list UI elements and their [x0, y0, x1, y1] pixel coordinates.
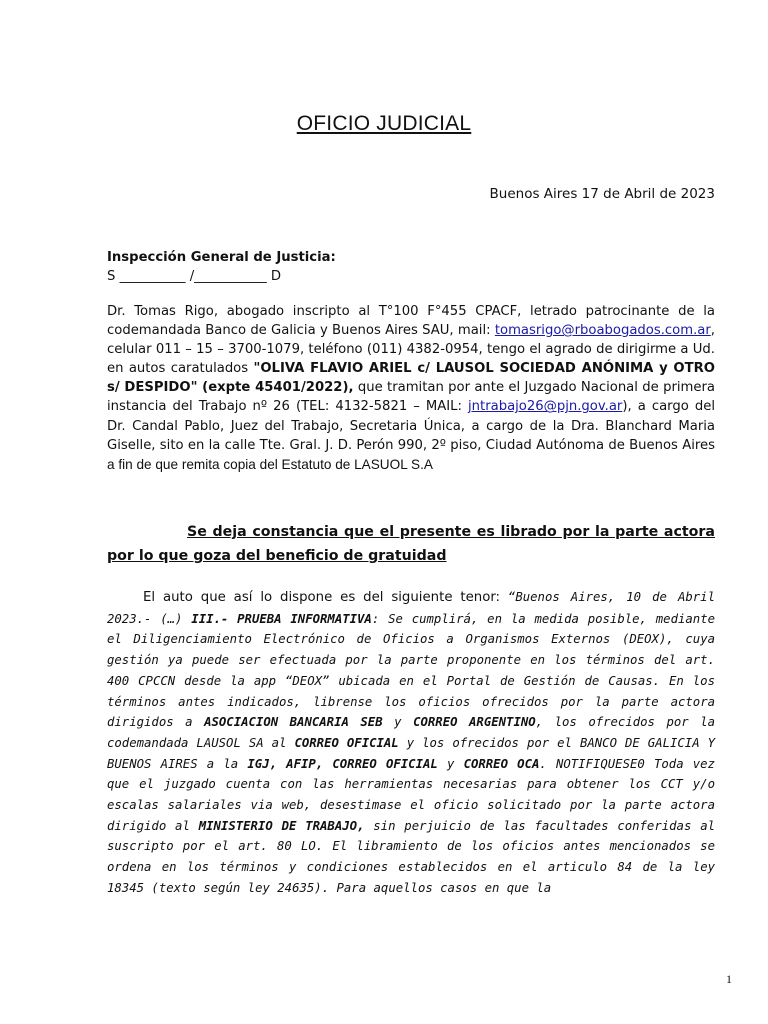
order-text-3: y [382, 715, 414, 730]
lawyer-email-link[interactable]: tomasrigo@rboabogados.com.ar [494, 323, 711, 339]
order-bold-5: IGJ, AFIP, CORREO OFICIAL [247, 756, 438, 771]
order-bold-7: MINISTERIO DE TRABAJO, [198, 818, 365, 833]
intro-text-d: ), a cargo del Dr. Candal Pablo, Juez del Trabajo, Secretaria Única, a cargo de la Dra. Blanchard Maria Giselle, sito en la calle Tte. Gral. J. D. Perón 990, 2º piso, Ciudad Autónoma de Buenos Aires [107, 399, 715, 453]
document-title: OFICIO JUDICIAL [296, 112, 472, 135]
order-text-4: , los ofrecidos por la codemandada LAUSOL SA al [107, 715, 716, 750]
order-bold-1: III.- PRUEBA INFORMATIVA [191, 611, 372, 626]
order-text-8: sin perjuicio de las facultades conferidas al suscripto por el art. 80 LO. El libramiento de los oficios antes mencionados se ordena en los términos y condiciones establecidos en el articulo 84 de la ley 18345 (texto según ley 24635). Para aquellos casos en que la [107, 818, 715, 895]
case-caption: "OLIVA FLAVIO ARIEL c/ LAUSOL SOCIEDAD ANÓNIMA y OTRO s/ DESPIDO" (expte 45401/2022), [107, 361, 715, 396]
constancia-text: Se deja constancia que el presente es librado por la parte actora por lo que goza del beneficio de gratuidad [107, 524, 715, 564]
order-text-1: “Buenos Aires, 10 de Abril 2023.- (…) [107, 590, 715, 626]
order-text-5: y los ofrecidos por el BANCO DE GALICIA Y BUENOS AIRES a la [107, 735, 715, 771]
order-lead: El auto que así lo dispone es del siguiente tenor: [143, 590, 508, 605]
intro-text-a: Dr. Tomas Rigo, abogado inscripto al T°100 F°455 CPACF, letrado patrocinante de la codemandada Banco de Galicia y Buenos Aires SAU, mail: [107, 304, 715, 339]
addressee-name: Inspección General de Justicia: [107, 250, 336, 265]
order-text-2: : Se cumplirá, en la medida posible, mediante el Diligenciamiento Electrónico de Oficios a Organismos Externos (DEOX), cuya gestión ya puede ser efectuada por la parte proponente en los términos del art. 400 CPCCN desde la app “DEOX” ubicada en el Portal de Gestión de Causas. En los términos antes indicados, librense los oficios ofrecidos por la parte actora dirigidos a [107, 611, 715, 730]
constancia-heading [107, 520, 715, 568]
addressee-line: S __________ /___________ D [107, 269, 282, 284]
page-number: 1 [726, 972, 732, 986]
addressee-block [107, 248, 715, 286]
order-text-7: . NOTIFIQUESE0 Toda vez que el juzgado cuenta con las herramientas necesarias para obtener los CCT y/o escalas salariales via web, desestimase el oficio solicitado por la parte actora dirigido al [107, 756, 715, 833]
order-paragraph [107, 587, 715, 899]
order-text-6: y [437, 756, 464, 771]
order-bold-4: CORREO OFICIAL [294, 735, 399, 750]
intro-text-c: que tramitan por ante el Juzgado Nacional de primera instancia del Trabajo nº 26 (TEL: 4132-5821 – MAIL: [107, 380, 715, 415]
order-bold-6: CORREO OCA [463, 756, 540, 771]
order-bold-3: CORREO ARGENTINO [413, 715, 536, 730]
intro-text-b: , celular 011 – 15 – 3700-1079, teléfono (011) 4382-0954, tengo el agrado de dirigirme a Ud. en autos caratulados [107, 323, 715, 377]
intro-text-e: a fin de que remita copia del Estatuto de LASUOL S.A [107, 456, 433, 472]
order-bold-2: ASOCIACION BANCARIA SEB [204, 715, 383, 730]
document-date: Buenos Aires 17 de Abril de 2023 [489, 186, 715, 202]
court-email-link[interactable]: jntrabajo26@pjn.gov.ar [468, 399, 623, 415]
intro-paragraph [107, 302, 715, 475]
